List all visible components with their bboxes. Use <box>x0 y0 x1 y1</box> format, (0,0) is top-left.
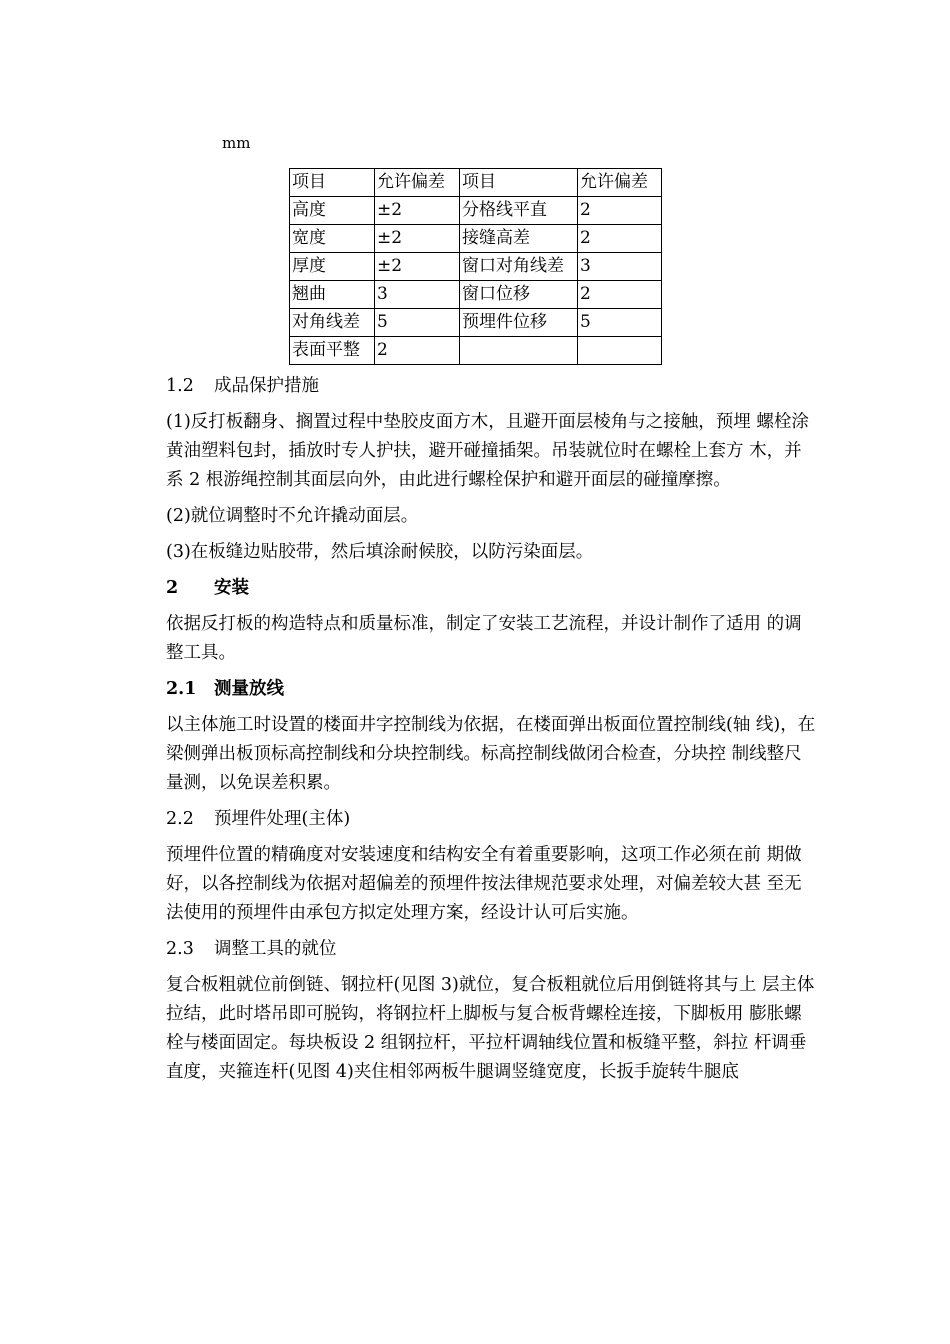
table-cell: 表面平整 <box>290 337 375 365</box>
table-cell: 2 <box>375 337 460 365</box>
paragraph-2-3 <box>166 971 816 1087</box>
section-number: 2 <box>166 578 179 598</box>
table-cell: 2 <box>578 225 662 253</box>
table-cell: ±2 <box>375 225 460 253</box>
table-cell: 高度 <box>290 197 375 225</box>
section-number: 1.2 <box>166 376 194 396</box>
text-line: 木，并系 2 根游绳控制其面层向外，由此进行螺栓保护和避开面层的碰撞摩擦。 <box>166 441 802 490</box>
table-cell: 厚度 <box>290 253 375 281</box>
table-cell: 2 <box>578 281 662 309</box>
table-cell: 翘曲 <box>290 281 375 309</box>
table-row <box>290 309 662 337</box>
section-title: 调整工具的就位 <box>214 939 337 959</box>
paragraph-2-2 <box>166 841 816 928</box>
document-body <box>166 372 816 1087</box>
section-2-2-heading <box>166 805 816 834</box>
text-line: 螺栓涂黄油塑料包封，插放时专人护扶，避开碰撞插架。吊装就位时在螺栓上套方 <box>166 412 809 461</box>
paragraph-2 <box>166 610 816 668</box>
table-header-cell: 项目 <box>290 169 375 197</box>
table-cell: 宽度 <box>290 225 375 253</box>
table-header-cell: 项目 <box>460 169 578 197</box>
text-line: 至无法使用的预埋件由承包方拟定处理方案，经设计认可后实施。 <box>166 874 802 923</box>
table-row <box>290 337 662 365</box>
text-line: 依据反打板的构造特点和质量标准，制定了安装工艺流程，并设计制作了适用 <box>166 614 761 634</box>
table-cell: 5 <box>375 309 460 337</box>
table-row <box>290 225 662 253</box>
table-cell: 接缝高差 <box>460 225 578 253</box>
table-cell: 窗口对角线差 <box>460 253 578 281</box>
tolerance-table <box>289 168 662 365</box>
table-cell <box>578 337 662 365</box>
text-line: 复合板粗就位前倒链、钢拉杆(见图 3)就位，复合板粗就位后用倒链将其与上 <box>166 975 757 995</box>
table-cell: ±2 <box>375 253 460 281</box>
text-line: (1)反打板翻身、搁置过程中垫胶皮面方木，且避开面层棱角与之接触，预埋 <box>166 412 751 432</box>
paragraph-2-1 <box>166 711 816 798</box>
table-row <box>290 197 662 225</box>
section-number: 2.3 <box>166 939 194 959</box>
section-title: 测量放线 <box>214 679 284 699</box>
paragraph-1-2-item2: (2)就位调整时不允许撬动面层。 <box>166 506 419 526</box>
section-1-2-heading <box>166 372 816 401</box>
text-line: 制线整尺量测，以免误差积累。 <box>166 744 802 793</box>
text-line: 膨胀螺栓与楼面固定。每块板设 2 组钢拉杆，平拉杆调轴线位置和板缝平整，斜拉 <box>166 1004 802 1053</box>
unit-label: mm <box>222 134 251 152</box>
table-cell: 窗口位移 <box>460 281 578 309</box>
text-line: 层主体拉结，此时塔吊即可脱钩，将钢拉杆上脚板与复合板背螺栓连接，下脚板用 <box>166 975 815 1024</box>
text-line: 线)，在梁侧弹出板顶标高控制线和分块控制线。标高控制线做闭合检查，分块控 <box>166 715 816 764</box>
section-title: 预埋件处理(主体) <box>214 809 351 829</box>
section-2-3-heading <box>166 935 816 964</box>
section-2-1-heading <box>166 675 816 704</box>
table-cell: 3 <box>578 253 662 281</box>
text-line: 期做好，以各控制线为依据对超偏差的预埋件按法律规范要求处理，对偏差较大甚 <box>166 845 802 894</box>
text-line: 以主体施工时设置的楼面井字控制线为依据，在楼面弹出板面位置控制线(轴 <box>166 715 751 735</box>
table-cell <box>460 337 578 365</box>
table-cell: 对角线差 <box>290 309 375 337</box>
paragraph-1-2-item1 <box>166 408 816 495</box>
paragraph-1-2-item3: (3)在板缝边贴胶带，然后填涂耐候胶，以防污染面层。 <box>166 542 594 562</box>
table-header-row <box>290 169 662 197</box>
table-cell: ±2 <box>375 197 460 225</box>
table-row <box>290 253 662 281</box>
section-title: 成品保护措施 <box>214 376 319 396</box>
section-number: 2.2 <box>166 809 194 829</box>
text-line: 杆调垂直度，夹箍连杆(见图 4)夹住相邻两板牛腿调竖缝宽度，长扳手旋转牛腿底 <box>166 1033 807 1082</box>
section-2-heading <box>166 574 816 603</box>
table-header-cell: 允许偏差 <box>375 169 460 197</box>
table-cell: 5 <box>578 309 662 337</box>
table-cell: 3 <box>375 281 460 309</box>
table-row <box>290 281 662 309</box>
table-header-cell: 允许偏差 <box>578 169 662 197</box>
table-cell: 预埋件位移 <box>460 309 578 337</box>
section-number: 2.1 <box>166 679 197 699</box>
text-line: 的调整工具。 <box>166 614 802 663</box>
table-cell: 2 <box>578 197 662 225</box>
section-title: 安装 <box>214 578 249 598</box>
text-line: 预埋件位置的精确度对安装速度和结构安全有着重要影响，这项工作必须在前 <box>166 845 761 865</box>
table-cell: 分格线平直 <box>460 197 578 225</box>
